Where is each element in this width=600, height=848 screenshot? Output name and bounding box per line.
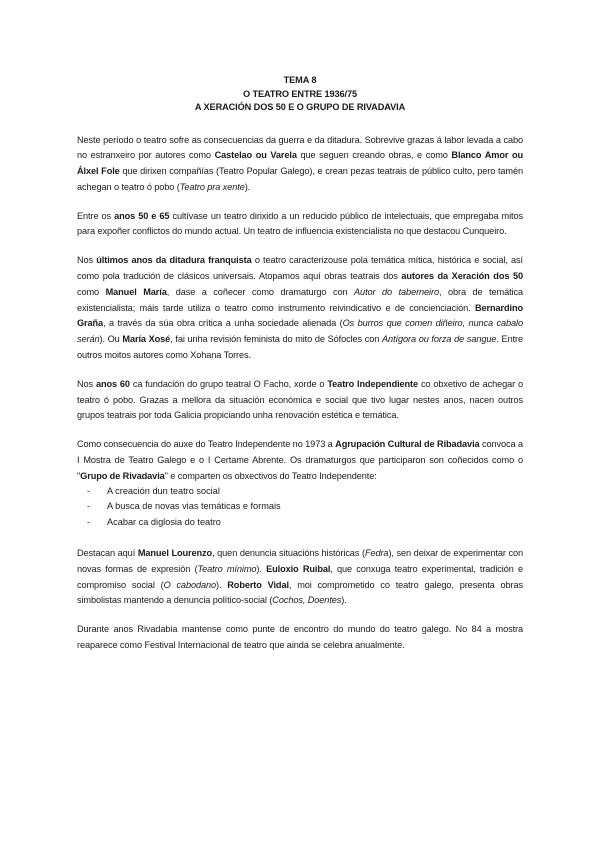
list-bullet: - xyxy=(87,501,91,512)
paragraph-text: " e comparten os obxectivos do Teatro Independente: xyxy=(164,470,377,481)
paragraph-text: Entre os xyxy=(77,210,115,221)
bold-text: anos 50 e 65 xyxy=(114,210,170,221)
paragraph-text: como xyxy=(77,286,106,297)
paragraph-text: convoca a I Mostra de Teatro Galego e o I Certame Abrente. Os dramaturgos que participaron son coñecidos como o " xyxy=(77,439,523,481)
bold-text: Grupo de Rivadavia xyxy=(80,470,165,481)
paragraph-festival xyxy=(77,622,523,654)
paragraph-ribadavia xyxy=(77,437,523,484)
paragraph-text: ). xyxy=(341,595,347,606)
paragraph-text: cultívase un teatro dirixido a un reducido público de intelectuais, que empregaba mitos para expoñer conflictos do mundo actual. Un teatro de influencia existencialista no que destacou Cunqueiro. xyxy=(77,210,523,237)
paragraph-postwar xyxy=(77,133,523,196)
paragraph-late-dictatorship xyxy=(77,253,523,364)
bold-text: Roberto Vidal xyxy=(227,579,289,590)
paragraph-text: , moi comprometido co teatro galego, presenta obras simbolistas mantendo a denuncia político-social ( xyxy=(77,579,523,606)
paragraph-text: Destacan aquí xyxy=(77,548,138,559)
paragraph-text: ). xyxy=(244,181,251,192)
paragraph-text: co obxetivo de achegar o teatro ó pobo. Grazas a mellora da situación económica e social que tivo lugar nestes anos, nacen outros grupos teatrais por toda Galicia propiciando unha renovación estética e temática. xyxy=(77,378,524,421)
paragraph-text: ca fundación do grupo teatral O Facho, xorde o xyxy=(129,378,328,389)
bold-text: Manuel María xyxy=(105,286,167,297)
list-item-text: A busca de novas vias temáticas e formais xyxy=(107,501,281,512)
bold-text: anos 60 xyxy=(95,378,130,389)
paragraph-text: que seguen creando obras, e como xyxy=(296,150,452,161)
italic-text: Teatro mínimo xyxy=(197,563,257,574)
list-item xyxy=(77,499,523,515)
italic-text: Teatro pra xente xyxy=(179,181,245,192)
paragraph-text: Como consecuencia do auxe do Teatro Independente no 1973 a xyxy=(77,439,336,450)
paragraph-text: Durante anos Rivadabia mantense como punte de encontro do mundo do teatro galego. No 84 a mostra reaparece como Festival Internacional de teatro que ainda se celebra anualmente. xyxy=(77,624,523,651)
document-subtitle: A XERACIÓN DOS 50 E O GRUPO DE RIVADAVIA xyxy=(194,102,406,112)
bold-text: autores da Xeración dos 50 xyxy=(401,271,523,282)
paragraph-text: . Entre outros moitos autores como Xohana Torres. xyxy=(77,334,524,361)
paragraph-50s-65s xyxy=(77,209,523,241)
paragraph-text: , dase a coñecer como dramaturgo con xyxy=(166,286,355,297)
paragraph-text: , fai unha revisión feminista do mito de Sófocles con xyxy=(170,334,383,345)
paragraph-text: Neste período o teatro sofre as consecuencias da guerra e da ditadura. Sobrevive grazas á labor levada a cabo no estranxeiro por autores como xyxy=(77,134,523,161)
list-item xyxy=(77,515,523,531)
list-bullet: - xyxy=(87,517,91,528)
italic-text: Fedra xyxy=(364,548,389,559)
paragraph-authors xyxy=(77,546,523,609)
paragraph-text: , obra de temática existencialista; máis tarde utiliza o teatro como instrumento reivindicativo e de concienciación. xyxy=(77,286,523,313)
document-title: O TEATRO ENTRE 1936/75 xyxy=(242,88,358,99)
paragraph-text: Nos xyxy=(77,255,97,266)
paragraph-text: ). Ou xyxy=(99,334,123,345)
paragraph-text: ), sen deixar de experimentar con novas formas de expresión ( xyxy=(77,548,524,574)
list-item-text: Acabar ca diglosia do teatro xyxy=(107,517,221,528)
paragraph-60s xyxy=(77,377,523,424)
document-heading xyxy=(77,74,523,115)
paragraph-text: que dirixen compañías (Teatro Popular Galego), e crean pezas teatrais de público culto, pero tamén achegan o teatro ó pobo ( xyxy=(77,166,523,192)
paragraph-text: , quen denuncia situacións históricas ( xyxy=(212,548,365,559)
italic-text: Autor do taberneiro xyxy=(354,286,439,297)
bold-text: María Xosé xyxy=(122,334,171,345)
bold-text: Blanco Amor ou Álxel Fole xyxy=(77,150,523,177)
bold-text: Bernardino Graña xyxy=(77,302,523,329)
bold-text: últimos anos da ditadura franquista xyxy=(96,255,252,266)
italic-text: Os burros que comen diñeiro, nunca cabalo serán xyxy=(77,318,523,345)
list-bullet: - xyxy=(87,485,91,496)
italic-text: Antígora ou forza de sangue xyxy=(382,334,497,345)
paragraph-text: ). xyxy=(216,579,228,590)
paragraph-text: Nos xyxy=(77,378,96,389)
document-body xyxy=(77,133,523,654)
paragraph-text: ). xyxy=(256,563,267,574)
paragraph-text: o teatro caracterizouse pola temática mítica, histórica e social, así como pola tradución de clásicos universais. Atopamos aquí obras teatrais dos xyxy=(77,255,523,282)
bold-text: Castelao ou Varela xyxy=(214,150,297,161)
italic-text: O cabodano xyxy=(163,579,217,590)
list-item-text: A creación dun teatro social xyxy=(107,485,220,496)
bold-text: Teatro Independiente xyxy=(327,378,419,389)
italic-text: Cochos, Doentes xyxy=(272,595,342,606)
bold-text: Agrupación Cultural de Ribadavia xyxy=(335,439,480,450)
paragraph-text: , a través da súa obra crítica a unha sociedade alienada ( xyxy=(103,318,343,329)
objectives-list xyxy=(77,484,523,531)
bold-text: Euloxio Ruibal xyxy=(266,563,331,574)
tema-label: TEMA 8 xyxy=(283,75,317,85)
bold-text: Manuel Lourenzo xyxy=(137,548,213,559)
list-item xyxy=(77,484,523,500)
paragraph-text: , que conxuga teatro experimental, tradición e compromiso social ( xyxy=(77,563,523,590)
